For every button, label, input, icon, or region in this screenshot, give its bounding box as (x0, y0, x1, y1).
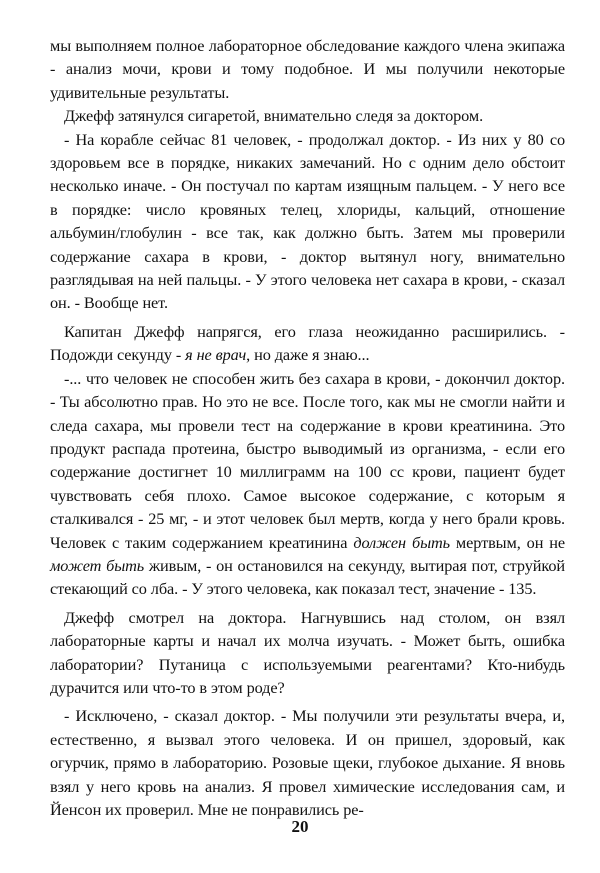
paragraph-6-text: Джефф смотрел на доктора. Нагнувшись над столом, он взял лабораторные карты и начал их молча изучать. - Может быть, ошибка лаборатории? Путаница с используемыми реагентами? Кто-нибудь дурачится или что-то в этом роде? (50, 607, 565, 697)
paragraph-1 (50, 34, 565, 104)
paragraph-6 (50, 606, 565, 700)
page-number: 20 (291, 817, 309, 836)
paragraph-7 (50, 704, 565, 821)
paragraph-4 (50, 320, 565, 367)
paragraph-4-italic-phrase: я не врач (185, 345, 247, 365)
paragraph-1-text: мы выполняем полное лабораторное обследование каждого члена экипажа - анализ мочи, крови и тому подобное. И мы получили некоторые удивительные результаты. (50, 36, 565, 102)
paragraph-3-text: - На корабле сейчас 81 человек, - продолжал доктор. - Из них у 80 со здоровьем все в порядке, никаких замечаний. Но с одним дело обстоит несколько иначе. - Он постучал по картам изящным пальцем. - У него все в порядке: число кровяных телец, хлориды, кальций, отношение альбумин/глобулин - все так, как должно быть. Затем мы проверили содержание сахара в крови, - доктор вытянул ногу, внимательно разглядывая на ней пальцы. - У этого человека нет сахара в крови, - сказал он. - Вообще нет. (50, 129, 565, 313)
paragraph-5-text-b: мертвым, он не (449, 532, 565, 552)
paragraph-4-text-a: Капитан Джефф напрягся, его глаза неожиданно расширились. - Подожди секунду - (50, 321, 565, 365)
paragraph-5-text-c: живым, - он остановился на секунду, вытирая пот, струйкой стекающий со лба. - У этого человека, как показал тест, значение - 135. (50, 555, 565, 599)
paragraph-2 (50, 104, 565, 127)
paragraph-5-italic-phrase-1: должен быть (353, 532, 450, 552)
paragraph-5-italic-phrase-2: может быть (50, 555, 145, 575)
book-page-text (50, 34, 565, 821)
paragraph-2-text: Джефф затянулся сигаретой, внимательно следя за доктором. (64, 106, 484, 126)
paragraph-3 (50, 128, 565, 315)
paragraph-7-text: - Исключено, - сказал доктор. - Мы получили эти результаты вчера, и, естественно, я вызвал этого человека. И он пришел, здоровый, как огурчик, прямо в лабораторию. Розовые щеки, глубокое дыхание. Я вновь взял у него кровь на анализ. Я провел химические исследования сам, и Йенсон их проверил. Мне не понравились ре- (50, 706, 565, 819)
paragraph-5 (50, 367, 565, 601)
paragraph-4-text-b: , но даже я знаю... (246, 345, 370, 365)
paragraph-5-text-a: -... что человек не способен жить без сахара в крови, - докончил доктор. - Ты абсолютно прав. Но это не все. После того, как мы не смогли найти и следа сахара, мы провели тест на содержание в крови креатинина. Это продукт распада протеина, быстро выводимый из организма, - если его содержание достигнет 10 миллиграмм на 100 cc крови, пациент будет чувствовать себя плохо. Самое высокое содержание, с которым я сталкивался - 25 мг, - и этот человек был мертв, когда у него брали кровь. Человек с таким содержанием креатинина (50, 368, 565, 552)
